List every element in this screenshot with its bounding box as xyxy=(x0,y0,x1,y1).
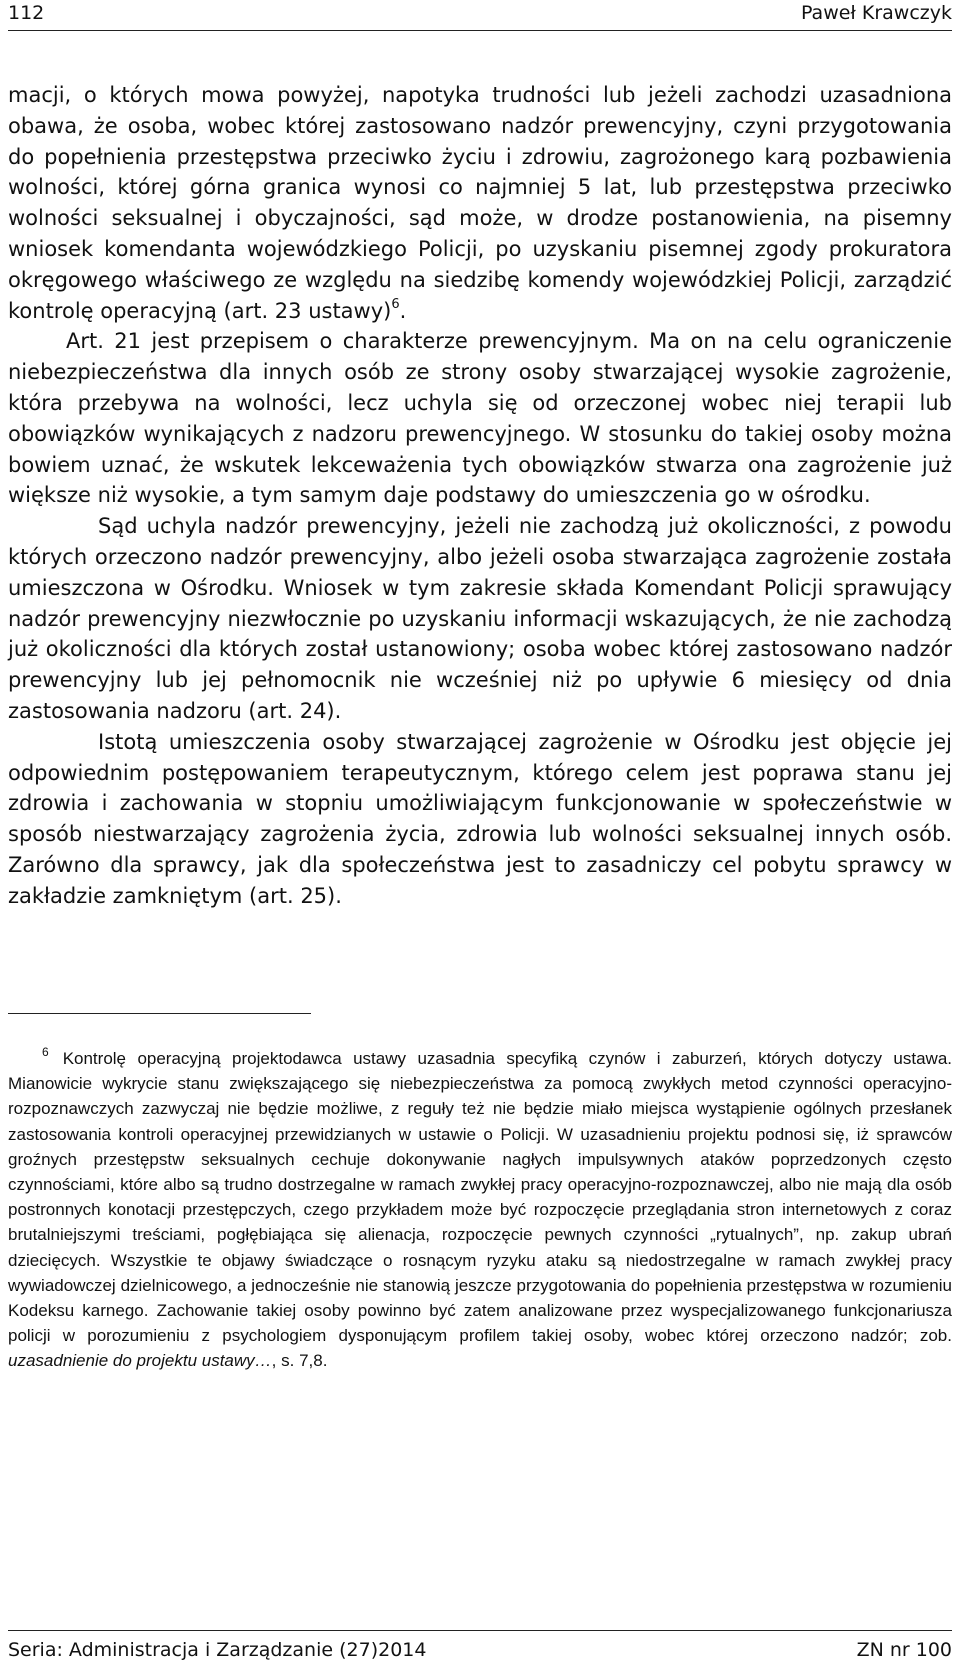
footnote-source-title: uzasadnienie do projektu ustawy… xyxy=(8,1351,272,1371)
paragraph-1-end: . xyxy=(399,298,407,323)
footnote-number: 6 xyxy=(42,1045,49,1059)
paragraph-2: Art. 21 jest przepisem o charakterze prewencyjnym. Ma on na celu ograniczenie niebezpieczeństwa dla innych osób ze strony osoby stwarzającej wysokie zagrożenie, która przebywa na wolności, lecz uchyla się od orzeczonej wobec niej terapii lub obowiązków wynikających z nadzoru prewencyjnego. W stosunku do takiej osoby można bowiem uznać, że wskutek lekceważenia tych obowiązków stwarza ona zagrożenie już większe niż wysokie, a tym samym daje podstawy do umieszczenia go w ośrodku. xyxy=(8,329,952,508)
footnote-separator xyxy=(8,1013,311,1014)
footnote-source-pages: , s. 7,8. xyxy=(271,1351,328,1371)
paragraph-3: Sąd uchyla nadzór prewencyjny, jeżeli nie zachodzą już okoliczności, z powodu których orzeczono nadzór prewencyjny, albo jeżeli osoba stwarzająca zagrożenie została umieszczona w Ośrodku. Wniosek w tym zakresie składa Komendant Policji sprawujący nadzór prewencyjny niezwłocznie po uzyskaniu informacji wskazujących, że nie zachodzą już okoliczności dla których został ustanowiony; osoba wobec której zastosowano nadzór prewencyjny lub jej pełnomocnik nie wcześniej niż po upływie 6 miesięcy od dnia zastosowania nadzoru (art. 24). xyxy=(8,514,952,723)
page-header xyxy=(8,0,952,31)
journal-series: Seria: Administracja i Zarządzanie (27)2014 xyxy=(8,1639,427,1661)
footnote-text: Kontrolę operacyjną projektodawca ustawy uzasadnia specyfiką czynów i zaburzeń, których dotyczy ustawa. Mianowicie wykrycie stanu zwiększającego się niebezpieczeństwa za pomocą zwykłych metod czynności operacyjno-rozpoznawczych zazwyczaj nie będzie możliwe, z reguły też nie będzie miało miejsca wystąpienie ogólnych przesłanek zastosowania kontroli operacyjnej przewidzianych w ustawie o Policji. W uzasadnieniu projektu podnosi się, iż sprawców groźnych przestępstw seksualnych cechuje dokonywanie nagłych impulsywnych ataków poprzedzonych często czynnościami, które albo są trudno dostrzegalne w ramach zwykłej pracy operacyjno-rozpoznawczej, albo nie mają dla osób postronnych konotacji przestępczych, czego przykładem może być rozpoczęcie przeglądania stron internetowych z coraz brutalniejszymi treściami, pogłębiająca się alienacja, rozpoczęcie pewnych czynności „rytualnych”, np. zakup ubrań dziecięcych. Wszystkie te objawy świadczące o rosnącym ryzyku ataku są niedostrzegalne w ramach zwykłej pracy wywiadowczej dzielnicowego, a jednocześnie nie stanowią jeszcze przygotowania do popełnienia przestępstwa w rozumieniu Kodeksu karnego. Zachowanie takiej osoby powinno być zatem analizowane przez wyspecjalizowanego funkcjonariusza policji w porozumieniu z psychologiem dysponującym profilem takiej osoby, wobec której orzeczono nadzór; zob. xyxy=(8,1049,952,1346)
footnote xyxy=(8,1046,952,1374)
page-footer xyxy=(8,1630,952,1670)
issue-number: ZN nr 100 xyxy=(856,1639,952,1661)
paragraph-1-text: macji, o których mowa powyżej, napotyka trudności lub jeżeli zachodzi uzasadniona obawa, że osoba, wobec której zastosowano nadzór prewencyjny, czyni przygotowania do popełnienia przestępstwa przeciwko życiu i zdrowiu, zagrożonego karą pozbawienia wolności, której górna granica wynosi co najmniej 5 lat, lub przestępstwa przeciwko wolności seksualnej i obyczajności, sąd może, w drodze postanowienia, na pisemny wniosek komendanta wojewódzkiego Policji, po uzyskaniu pisemnej zgody prokuratora okręgowego właściwego ze względu na siedzibę komendy wojewódzkiej Policji, zarządzić kontrolę operacyjną (art. 23 ustawy) xyxy=(8,83,952,323)
paragraph-1 xyxy=(8,80,952,326)
paragraph-4: Istotą umieszczenia osoby stwarzającej zagrożenie w Ośrodku jest objęcie jej odpowiednim postępowaniem terapeutycznym, którego celem jest poprawa stanu jej zdrowia i zachowania w stopniu umożliwiającym funkcjonowanie w społeczeństwie w sposób niestwarzający zagrożenia życia, zdrowia lub wolności seksualnej innych osób. Zarówno dla sprawcy, jak dla społeczeństwa jest to zasadniczy cel pobytu sprawcy w zakładzie zamkniętym (art. 25). xyxy=(8,729,952,908)
footnote-reference[interactable]: 6 xyxy=(391,296,400,312)
running-head-author: Paweł Krawczyk xyxy=(800,2,952,24)
main-text xyxy=(8,80,952,912)
page-number: 112 xyxy=(8,2,45,24)
